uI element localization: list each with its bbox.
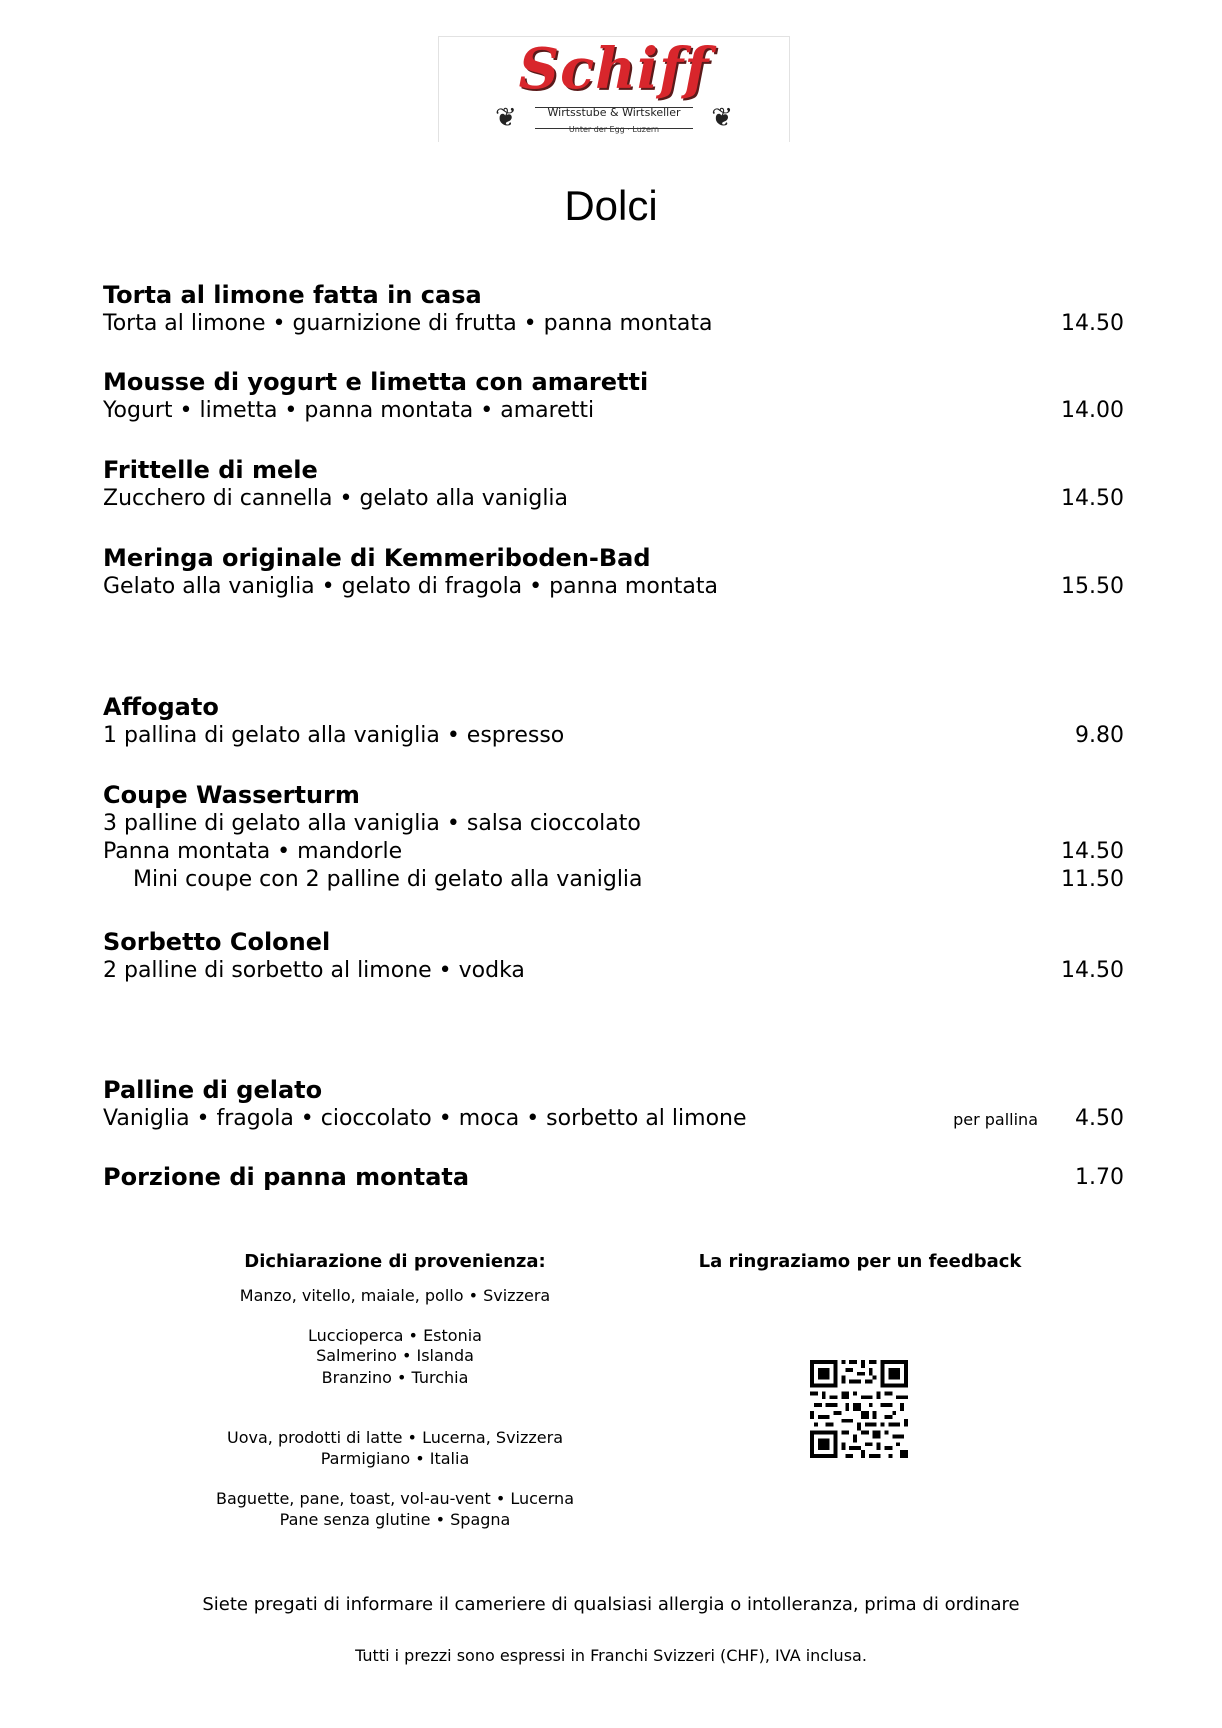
origin-line: Luccioperca • Estonia xyxy=(308,1326,482,1345)
menu-item-description: 1 pallina di gelato alla vaniglia • espresso xyxy=(103,723,565,748)
origin-line: Uova, prodotti di latte • Lucerna, Svizzera xyxy=(227,1428,563,1447)
origin-line: Baguette, pane, toast, vol-au-vent • Lucerna xyxy=(215,1489,574,1508)
menu-item-price: 14.50 xyxy=(1061,486,1124,511)
origin-line: Manzo, vitello, maiale, pollo • Svizzera xyxy=(239,1286,551,1305)
menu-item-name: Coupe Wasserturm xyxy=(103,781,360,809)
menu-item-name: Palline di gelato xyxy=(103,1076,323,1104)
menu-item-name: Mousse di yogurt e limetta con amaretti xyxy=(103,368,649,396)
menu-item-subvariant-price: 11.50 xyxy=(1061,867,1124,892)
logo-name: Schiff xyxy=(518,36,710,102)
menu-item-name: Affogato xyxy=(103,693,219,721)
menu-item-name: Sorbetto Colonel xyxy=(103,928,331,956)
ornament-icon: ❦ xyxy=(711,103,733,133)
ornament-icon: ❦ xyxy=(495,103,517,133)
menu-item-price: 4.50 xyxy=(1075,1106,1124,1131)
page-title: Dolci xyxy=(564,182,658,229)
origin-line: Parmigiano • Italia xyxy=(320,1449,470,1468)
feedback-heading: La ringraziamo per un feedback xyxy=(698,1251,1022,1272)
menu-item-description: Vaniglia • fragola • cioccolato • moca • sorbetto al limone xyxy=(103,1106,747,1131)
origin-line: Branzino • Turchia xyxy=(321,1368,469,1387)
allergy-notice: Siete pregati di informare il cameriere di qualsiasi allergia o intolleranza, prima di ordinare xyxy=(202,1594,1020,1615)
menu-item-price: 14.00 xyxy=(1061,398,1124,423)
feedback-qr-code[interactable] xyxy=(810,1360,908,1458)
menu-item-description: Gelato alla vaniglia • gelato di fragola • panna montata xyxy=(103,574,718,599)
menu-item-description: Zucchero di cannella • gelato alla vaniglia xyxy=(103,486,569,511)
menu-item-price: 14.50 xyxy=(1061,958,1124,983)
menu-item-price: 15.50 xyxy=(1061,574,1124,599)
menu-item-description: 2 palline di sorbetto al limone • vodka xyxy=(103,958,525,983)
restaurant-logo xyxy=(438,36,790,142)
origin-heading: Dichiarazione di provenienza: xyxy=(244,1251,546,1272)
logo-subtitle: Wirtsstube & Wirtskeller xyxy=(547,106,681,119)
menu-item-price: 14.50 xyxy=(1061,839,1124,864)
menu-item-name: Meringa originale di Kemmeriboden-Bad xyxy=(103,544,651,572)
menu-item-name: Torta al limone fatta in casa xyxy=(103,281,482,309)
menu-item-description: Yogurt • limetta • panna montata • amaretti xyxy=(103,398,595,423)
menu-item-description: 3 palline di gelato alla vaniglia • salsa cioccolato xyxy=(103,811,641,836)
menu-item-description: Torta al limone • guarnizione di frutta • panna montata xyxy=(103,311,713,336)
menu-item-unit: per pallina xyxy=(953,1110,1038,1129)
menu-item-subvariant: Mini coupe con 2 palline di gelato alla vaniglia xyxy=(133,867,643,892)
menu-item-price: 9.80 xyxy=(1075,723,1124,748)
menu-item-price: 14.50 xyxy=(1061,311,1124,336)
menu-item-name: Porzione di panna montata xyxy=(103,1163,470,1191)
origin-line: Pane senza glutine • Spagna xyxy=(279,1510,511,1529)
origin-line: Salmerino • Islanda xyxy=(316,1346,474,1365)
price-notice: Tutti i prezzi sono espressi in Franchi Svizzeri (CHF), IVA inclusa. xyxy=(355,1646,867,1665)
menu-item-description: Panna montata • mandorle xyxy=(103,839,403,864)
menu-item-name: Frittelle di mele xyxy=(103,456,318,484)
menu-item-price: 1.70 xyxy=(1075,1165,1124,1190)
logo-location: Unter der Egg · Luzern xyxy=(568,125,660,134)
